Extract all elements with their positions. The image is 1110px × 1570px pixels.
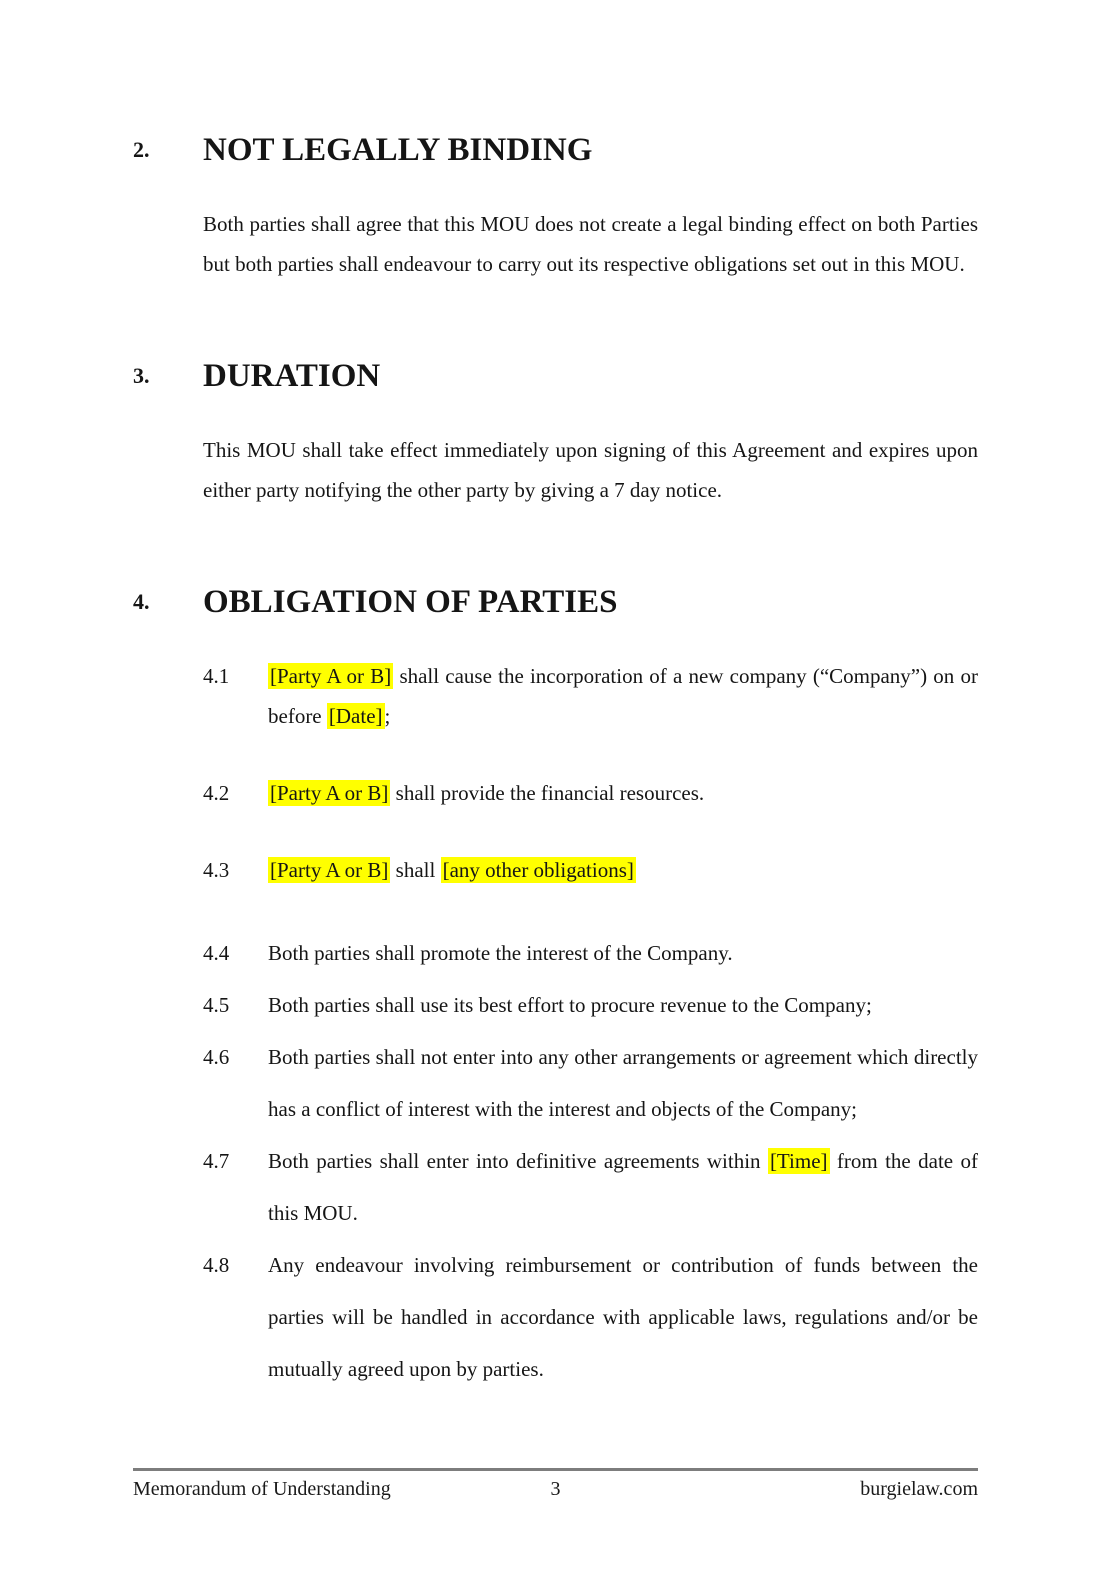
clause-number: 4.6 [203, 1045, 230, 1069]
clause-item [203, 979, 978, 1031]
clause-item [203, 656, 978, 736]
section-number: 2. [133, 137, 150, 162]
clause-number: 4.4 [203, 941, 230, 965]
section-blocks [133, 656, 978, 1395]
highlighted-placeholder: [any other obligations] [442, 858, 634, 882]
clause-number: 4.3 [203, 858, 230, 882]
document-section [133, 358, 978, 510]
section-blocks [133, 204, 978, 284]
section-heading [133, 584, 978, 620]
text-segment: Any endeavour involving reimbursement or contribution of funds between the parties will be handled in accordance with applicable laws, regulations and/or be mutually agreed upon by parties. [268, 1253, 978, 1381]
text-segment: Both parties shall promote the interest of the Company. [268, 941, 733, 965]
text-segment: Both parties shall not enter into any other arrangements or agreement which directly has a conflict of interest with the interest and objects of the Company; [268, 1045, 978, 1121]
text-segment: from the date of this MOU. [268, 1149, 978, 1225]
section-heading [133, 132, 978, 168]
clause-number: 4.8 [203, 1253, 230, 1277]
text-segment: This MOU shall take effect immediately upon signing of this Agreement and expires upon either party notifying the other party by giving a 7 day notice. [203, 438, 978, 502]
clause-item [203, 927, 978, 979]
document-section [133, 132, 978, 284]
text-segment: shall [390, 858, 441, 882]
highlighted-placeholder: [Date] [328, 704, 383, 728]
clause-number: 4.7 [203, 1149, 230, 1173]
page-footer [133, 1468, 978, 1501]
section-title: NOT LEGALLY BINDING [203, 132, 593, 168]
text-segment: shall cause the incorporation of a new company (“Company”) on or before [268, 664, 978, 728]
footer-site: burgielaw.com [860, 1478, 978, 1500]
clause-text [268, 1239, 978, 1395]
clause-item [203, 850, 978, 890]
clause-text [268, 773, 978, 813]
clause-text [268, 1135, 978, 1239]
footer-doc-title: Memorandum of Understanding [133, 1478, 391, 1500]
section-number: 3. [133, 363, 150, 388]
clause-text [268, 850, 978, 890]
text-segment: Both parties shall agree that this MOU does not create a legal binding effect on both Parties but both parties shall endeavour to carry out its respective obligations set out in this MOU. [203, 212, 978, 276]
footer-divider [133, 1468, 978, 1471]
text-segment: Both parties shall use its best effort to procure revenue to the Company; [268, 993, 872, 1017]
clause-number: 4.5 [203, 993, 230, 1017]
clause-item [203, 1135, 978, 1239]
highlighted-placeholder: [Party A or B] [270, 858, 389, 882]
highlighted-placeholder: [Party A or B] [270, 664, 392, 688]
clause-number: 4.2 [203, 781, 230, 805]
text-segment: shall provide the financial resources. [390, 781, 705, 805]
highlighted-placeholder: [Party A or B] [270, 781, 389, 805]
clause-text [268, 979, 978, 1031]
section-title: DURATION [203, 358, 381, 394]
section-title: OBLIGATION OF PARTIES [203, 584, 618, 620]
clause-text [268, 656, 978, 736]
clause-text [268, 927, 978, 979]
document-section [133, 584, 978, 1395]
footer-page-number: 3 [550, 1478, 561, 1500]
text-segment: ; [384, 704, 391, 728]
text-segment: Both parties shall enter into definitive agreements within [268, 1149, 768, 1173]
document-body [133, 132, 978, 1395]
clause-item [203, 1031, 978, 1135]
section-blocks [133, 430, 978, 510]
clause-item [203, 1239, 978, 1395]
sections-root [133, 132, 978, 1395]
footer-row [133, 1478, 978, 1501]
section-heading [133, 358, 978, 394]
section-paragraph [203, 204, 978, 284]
clause-item [203, 773, 978, 813]
clause-text [268, 1031, 978, 1135]
section-paragraph [203, 430, 978, 510]
clause-number: 4.1 [203, 664, 230, 688]
highlighted-placeholder: [Time] [769, 1149, 828, 1173]
section-number: 4. [133, 589, 150, 614]
